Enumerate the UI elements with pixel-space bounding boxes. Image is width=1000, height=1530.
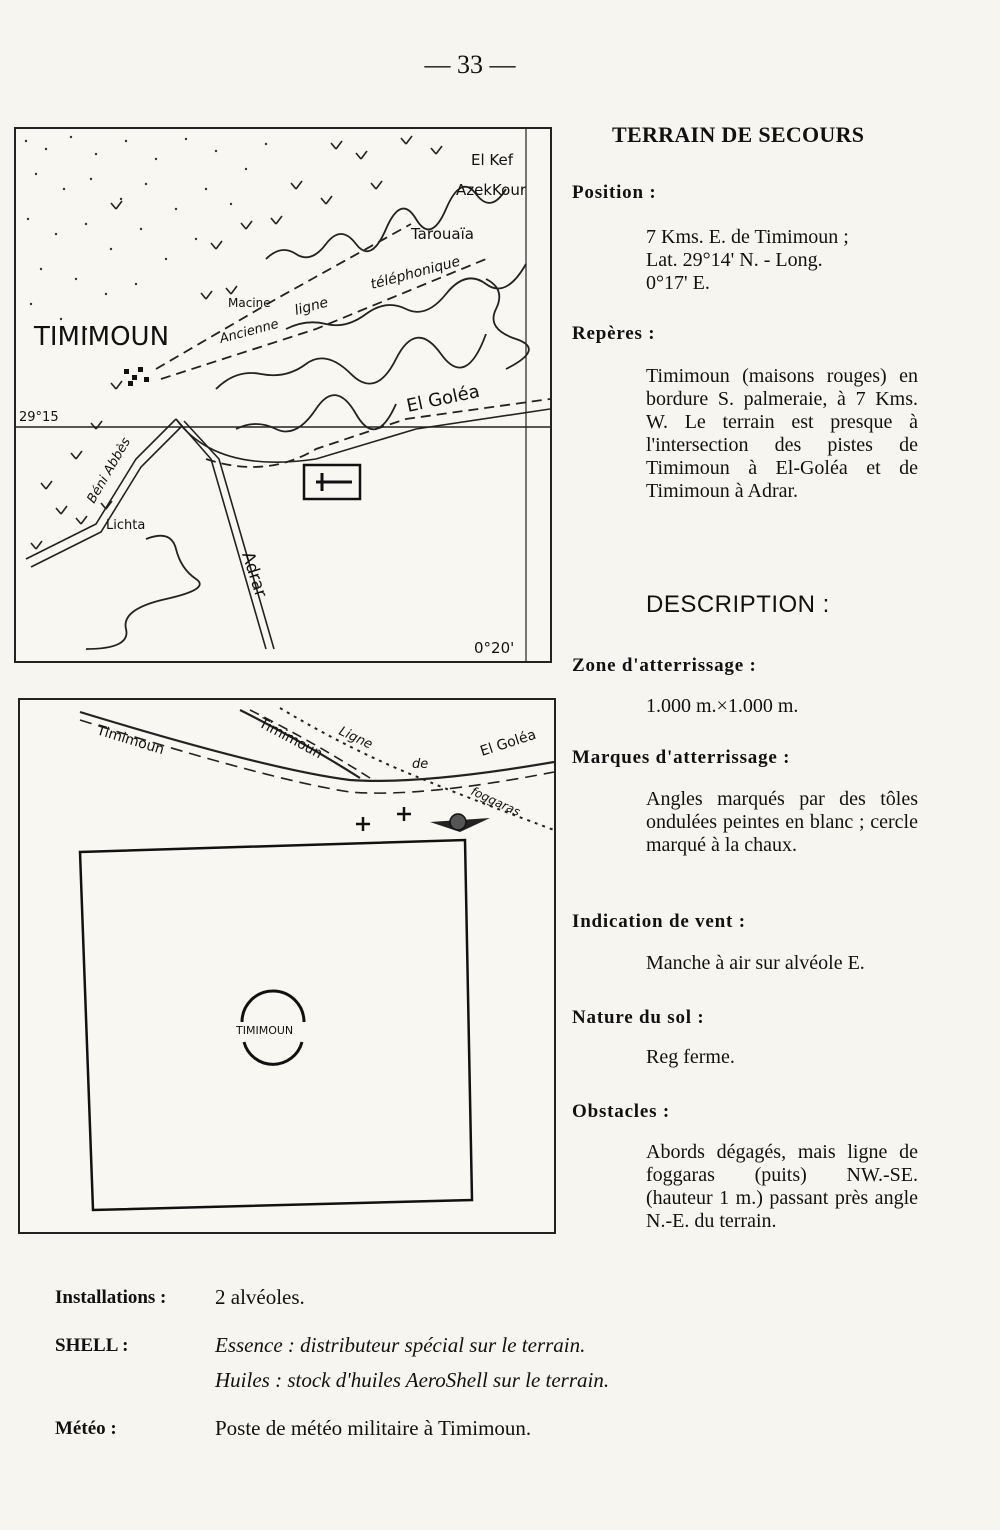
alveole-crosses [356, 807, 411, 831]
sol-value: Reg ferme. [646, 1046, 735, 1068]
map-label-town: TIMIMOUN [34, 322, 170, 352]
zone-value: 1.000 m.×1.000 m. [646, 695, 799, 717]
page-number: — 33 — [424, 50, 516, 79]
town-dots [124, 367, 149, 386]
plan-label-el-golea: El Goléa [478, 726, 539, 760]
circle-label: TIMIMOUN [236, 1024, 294, 1037]
plan-label-de: de [412, 757, 429, 772]
obstacles-text: Abords dégagés, mais ligne de foggaras (puits) NW.-SE. (hauteur 1 m.) passant près angle N.-E. du terrain. [646, 1141, 918, 1232]
reperes-text: Timimoun (maisons rouges) en bordure S. palmeraie, à 7 Kms. W. Le terrain est presque à l'intersection des pistes de Timimoun à El-Goléa et de Timimoun à Adrar. [646, 365, 918, 502]
escarpments [86, 187, 529, 649]
location-map-drawing [16, 129, 550, 661]
sol-label: Nature du sol : [572, 1007, 705, 1028]
map-label-telephonique: téléphonique [368, 253, 462, 293]
field-plan-drawing [20, 700, 554, 1232]
map-label-lichta: Lichta [106, 518, 146, 533]
map-label-ligne: ligne [292, 294, 331, 319]
plan-label-timimoun-left: Timimoun [94, 722, 166, 759]
plan-label-timimoun-mid: Timimoun [256, 715, 325, 763]
map-label-lat: 29°15 [19, 410, 59, 425]
reperes-label: Repères : [572, 323, 656, 344]
field-plan [18, 698, 556, 1234]
meteo-label: Météo : [55, 1418, 117, 1439]
location-map [14, 127, 552, 663]
airfield-symbol [304, 465, 360, 499]
circle-marker [235, 991, 304, 1064]
tracks [156, 224, 550, 467]
position-line-1: 7 Kms. E. de Timimoun ; [646, 226, 849, 248]
map-label-el-kef: El Kef [471, 151, 514, 169]
map-label-ancienne: Ancienne [218, 316, 281, 347]
shell-label: SHELL : [55, 1335, 129, 1356]
vent-value: Manche à air sur alvéole E. [646, 952, 865, 974]
position-line-2: Lat. 29°14' N. - Long. [646, 249, 823, 271]
map-label-macine: Macine [228, 296, 271, 310]
map-label-lon: 0°20' [474, 639, 515, 657]
plan-label-foggaras: foggaras [468, 784, 523, 819]
map-label-azekkour: AzekKour [456, 181, 526, 199]
marques-label: Marques d'atterrissage : [572, 747, 791, 768]
shell-essence: Essence : distributeur spécial sur le terrain. [215, 1333, 586, 1357]
position-line-3: 0°17' E. [646, 272, 710, 294]
obstacles-label: Obstacles : [572, 1101, 670, 1122]
plan-label-ligne: Ligne [336, 724, 375, 753]
vent-label: Indication de vent : [572, 911, 746, 932]
map-label-adrar: Adrar [237, 549, 271, 600]
map-label-el-golea: El Goléa [404, 380, 482, 417]
map-label-tarouaia: Tarouaïa [411, 225, 474, 243]
position-label: Position : [572, 182, 657, 203]
installations-value: 2 alvéoles. [215, 1285, 305, 1309]
windsock-icon [430, 814, 490, 832]
roads [26, 409, 550, 649]
description-heading: DESCRIPTION : [646, 591, 830, 618]
plan-roads [80, 708, 554, 830]
zone-label: Zone d'atterrissage : [572, 655, 757, 676]
shell-huiles: Huiles : stock d'huiles AeroShell sur le terrain. [215, 1368, 610, 1392]
map-label-beni-abbes: Béni Abbès [84, 435, 135, 506]
page-title: TERRAIN DE SECOURS [612, 122, 865, 147]
meteo-value: Poste de météo militaire à Timimoun. [215, 1416, 532, 1440]
installations-label: Installations : [55, 1287, 167, 1308]
marques-text: Angles marqués par des tôles ondulées peintes en blanc ; cercle marqué à la chaux. [646, 788, 918, 856]
